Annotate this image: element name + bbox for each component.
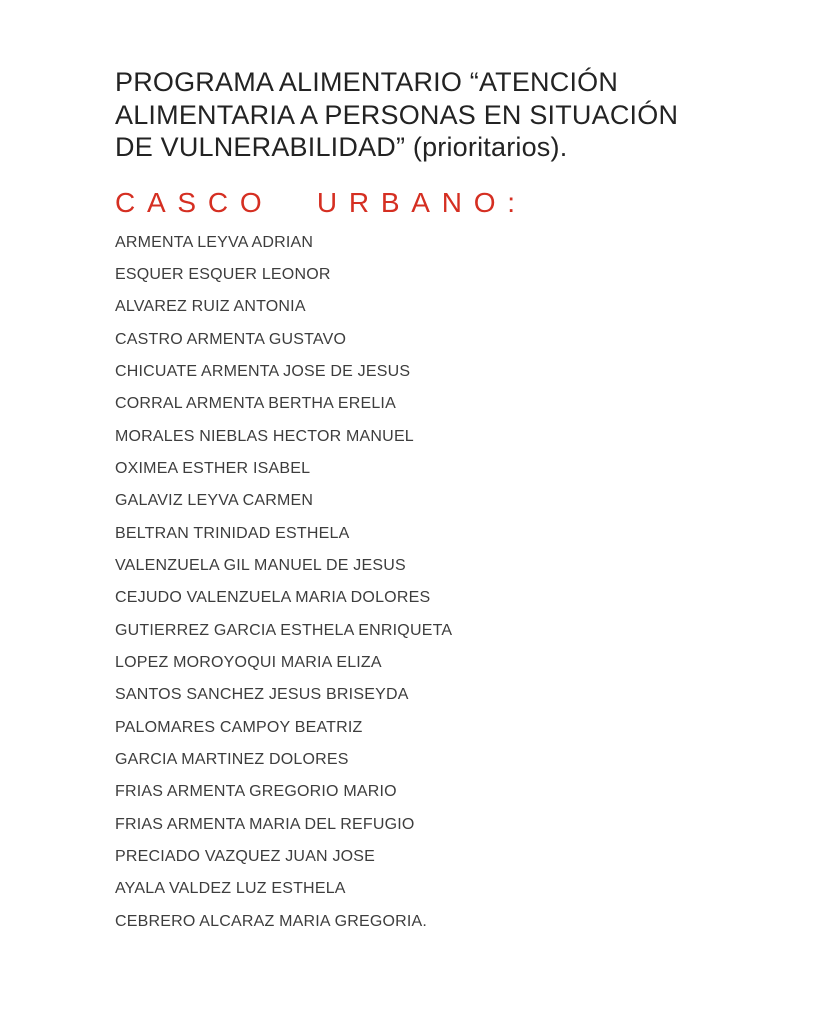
list-item: LOPEZ MOROYOQUI MARIA ELIZA <box>115 653 382 671</box>
list-item: MORALES NIEBLAS HECTOR MANUEL <box>115 427 414 445</box>
list-item: SANTOS SANCHEZ JESUS BRISEYDA <box>115 686 409 704</box>
list-item: PRECIADO VAZQUEZ JUAN JOSE <box>115 848 376 866</box>
list-item: FRIAS ARMENTA GREGORIO MARIO <box>115 783 397 801</box>
list-item: ARMENTA LEYVA ADRIAN <box>115 233 314 251</box>
list-item: CORRAL ARMENTA BERTHA ERELIA <box>115 395 396 413</box>
list-item: PALOMARES CAMPOY BEATRIZ <box>115 718 363 736</box>
list-item: ALVAREZ RUIZ ANTONIA <box>115 298 306 316</box>
list-item: FRIAS ARMENTA MARIA DEL REFUGIO <box>115 815 415 833</box>
list-item: VALENZUELA GIL MANUEL DE JESUS <box>115 556 406 574</box>
page-title-line-1: PROGRAMA ALIMENTARIO “ATENCIÓN <box>115 67 619 97</box>
list-item: CEBRERO ALCARAZ MARIA GREGORIA. <box>115 912 428 930</box>
list-item: CEJUDO VALENZUELA MARIA DOLORES <box>115 589 431 607</box>
list-item: ESQUER ESQUER LEONOR <box>115 265 331 283</box>
list-item: GALAVIZ LEYVA CARMEN <box>115 492 314 510</box>
list-item: GUTIERREZ GARCIA ESTHELA ENRIQUETA <box>115 621 453 639</box>
page-title-line-2: ALIMENTARIA A PERSONAS EN SITUACIÓN <box>115 99 679 130</box>
list-item: OXIMEA ESTHER ISABEL <box>115 459 311 477</box>
list-item: GARCIA MARTINEZ DOLORES <box>115 751 349 768</box>
list-item: CASTRO ARMENTA GUSTAVO <box>115 330 347 348</box>
section-heading: CASCO URBANO: <box>115 186 527 218</box>
list-item: CHICUATE ARMENTA JOSE DE JESUS <box>115 362 411 380</box>
list-item: BELTRAN TRINIDAD ESTHELA <box>115 524 350 542</box>
names-list <box>115 227 735 939</box>
page-title <box>115 66 735 164</box>
document-content <box>115 66 735 938</box>
page-title-line-3: DE VULNERABILIDAD” (prioritarios). <box>115 132 568 162</box>
list-item: AYALA VALDEZ LUZ ESTHELA <box>115 880 346 898</box>
